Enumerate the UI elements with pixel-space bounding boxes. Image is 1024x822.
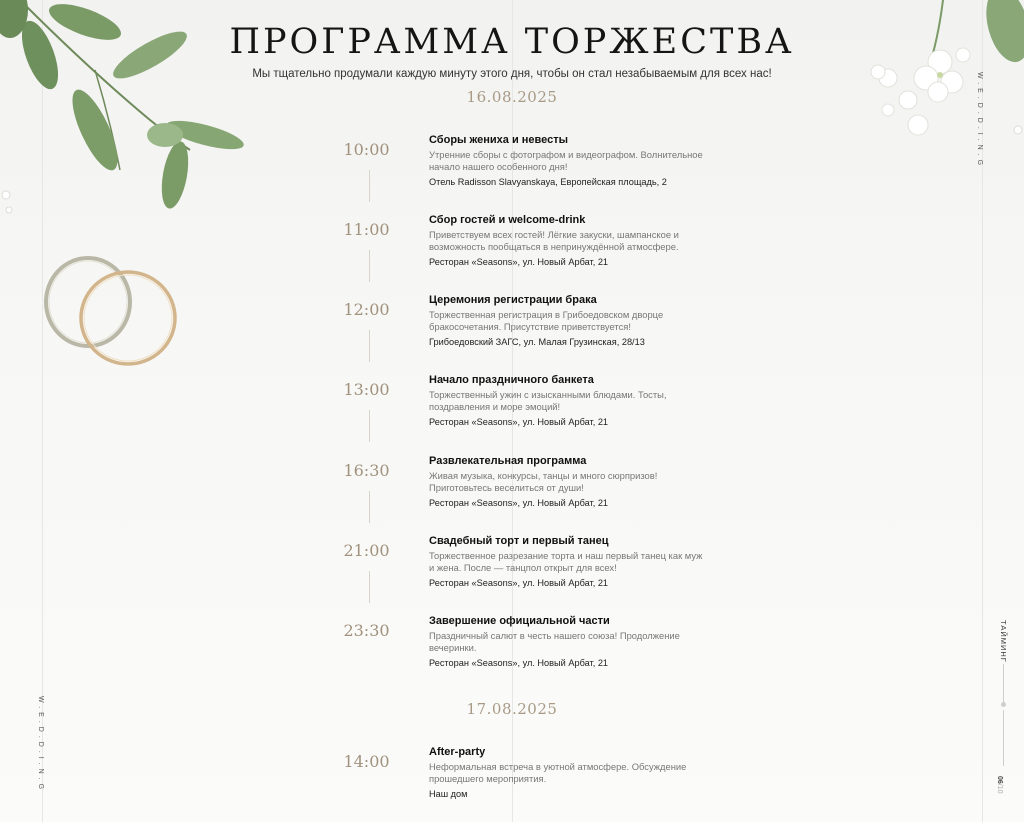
timeline-line bbox=[369, 410, 370, 442]
event-title: Свадебный торт и первый танец bbox=[429, 535, 609, 547]
event-description: Праздничный салют в честь нашего союза! Продолжение вечеринки. bbox=[429, 630, 680, 653]
event-title: Развлекательная программа bbox=[429, 455, 587, 467]
side-brand-left: W.E.D.D.I.N.G bbox=[37, 696, 44, 794]
schedule-event bbox=[0, 374, 1024, 450]
event-time: 10:00 bbox=[343, 140, 390, 159]
event-location: Наш дом bbox=[429, 789, 468, 799]
event-location: Ресторан «Seasons», ул. Новый Арбат, 21 bbox=[429, 257, 609, 267]
schedule-event bbox=[0, 746, 1024, 822]
schedule-event bbox=[0, 294, 1024, 370]
event-location: Грибоедовский ЗАГС, ул. Малая Грузинская, 28/13 bbox=[429, 337, 645, 347]
event-time: 11:00 bbox=[343, 220, 390, 239]
event-location: Ресторан «Seasons», ул. Новый Арбат, 21 bbox=[429, 498, 609, 508]
schedule-event bbox=[0, 214, 1024, 290]
schedule-event bbox=[0, 134, 1024, 210]
event-time: 12:00 bbox=[343, 300, 390, 319]
event-time: 23:30 bbox=[343, 621, 390, 640]
event-description: Неформальная встреча в уютной атмосфере. Обсуждение прошедшего мероприятия. bbox=[429, 761, 687, 784]
event-location: Ресторан «Seasons», ул. Новый Арбат, 21 bbox=[429, 658, 609, 668]
event-title: Начало праздничного банкета bbox=[429, 374, 594, 386]
page-total: 10 bbox=[996, 785, 1003, 794]
page-separator: / bbox=[996, 783, 1003, 786]
event-time: 14:00 bbox=[343, 752, 390, 771]
timeline-line bbox=[369, 250, 370, 282]
event-description: Торжественный ужин с изысканными блюдами. Тосты, поздравления и море эмоций! bbox=[429, 389, 667, 412]
page-title: ПРОГРАММА ТОРЖЕСТВА bbox=[229, 22, 795, 62]
event-title: Сбор гостей и welcome-drink bbox=[429, 214, 586, 226]
page-counter bbox=[996, 776, 1003, 794]
section-indicator bbox=[1003, 710, 1004, 766]
event-location: Отель Radisson Slavyanskaya, Европейская площадь, 2 bbox=[429, 177, 667, 187]
event-description: Живая музыка, конкурсы, танцы и много сюрпризов! Приготовьтесь веселиться от души! bbox=[429, 470, 658, 493]
timeline-line bbox=[369, 491, 370, 523]
timeline-line bbox=[369, 571, 370, 603]
event-description: Торжественная регистрация в Грибоедовском дворце бракосочетания. Присутствие приветствуется! bbox=[429, 309, 664, 332]
schedule-event bbox=[0, 535, 1024, 611]
section-indicator-dot bbox=[1001, 702, 1006, 707]
schedule-event bbox=[0, 455, 1024, 531]
day-date: 17.08.2025 bbox=[466, 700, 558, 718]
event-title: Сборы жениха и невесты bbox=[429, 134, 569, 146]
event-title: Завершение официальной части bbox=[429, 615, 610, 627]
page-subtitle: Мы тщательно продумали каждую минуту этого дня, чтобы он стал незабываемым для всех нас! bbox=[252, 68, 772, 80]
timeline-line bbox=[369, 170, 370, 202]
event-title: Церемония регистрации брака bbox=[429, 294, 597, 306]
section-label: ТАЙМИНГ bbox=[999, 620, 1008, 663]
side-brand-top: W.E.D.D.I.N.G bbox=[976, 72, 983, 170]
event-title: After-party bbox=[429, 746, 486, 758]
event-time: 16:30 bbox=[343, 461, 390, 480]
section-indicator bbox=[1003, 664, 1004, 706]
timeline-line bbox=[369, 330, 370, 362]
event-time: 21:00 bbox=[343, 541, 390, 560]
day-date: 16.08.2025 bbox=[466, 88, 558, 106]
event-description: Торжественное разрезание торта и наш первый танец как муж и жена. После — танцпол открыт для всех! bbox=[429, 550, 703, 573]
schedule-event bbox=[0, 615, 1024, 691]
event-time: 13:00 bbox=[343, 380, 390, 399]
event-description: Утренние сборы с фотографом и видеографом. Волнительное начало нашего особенного дня! bbox=[429, 149, 703, 172]
event-location: Ресторан «Seasons», ул. Новый Арбат, 21 bbox=[429, 417, 609, 427]
page-current: 06 bbox=[996, 776, 1003, 784]
event-location: Ресторан «Seasons», ул. Новый Арбат, 21 bbox=[429, 578, 609, 588]
event-description: Приветствуем всех гостей! Лёгкие закуски, шампанское и возможность пообщаться в непринуждённой атмосфере. bbox=[429, 229, 679, 252]
